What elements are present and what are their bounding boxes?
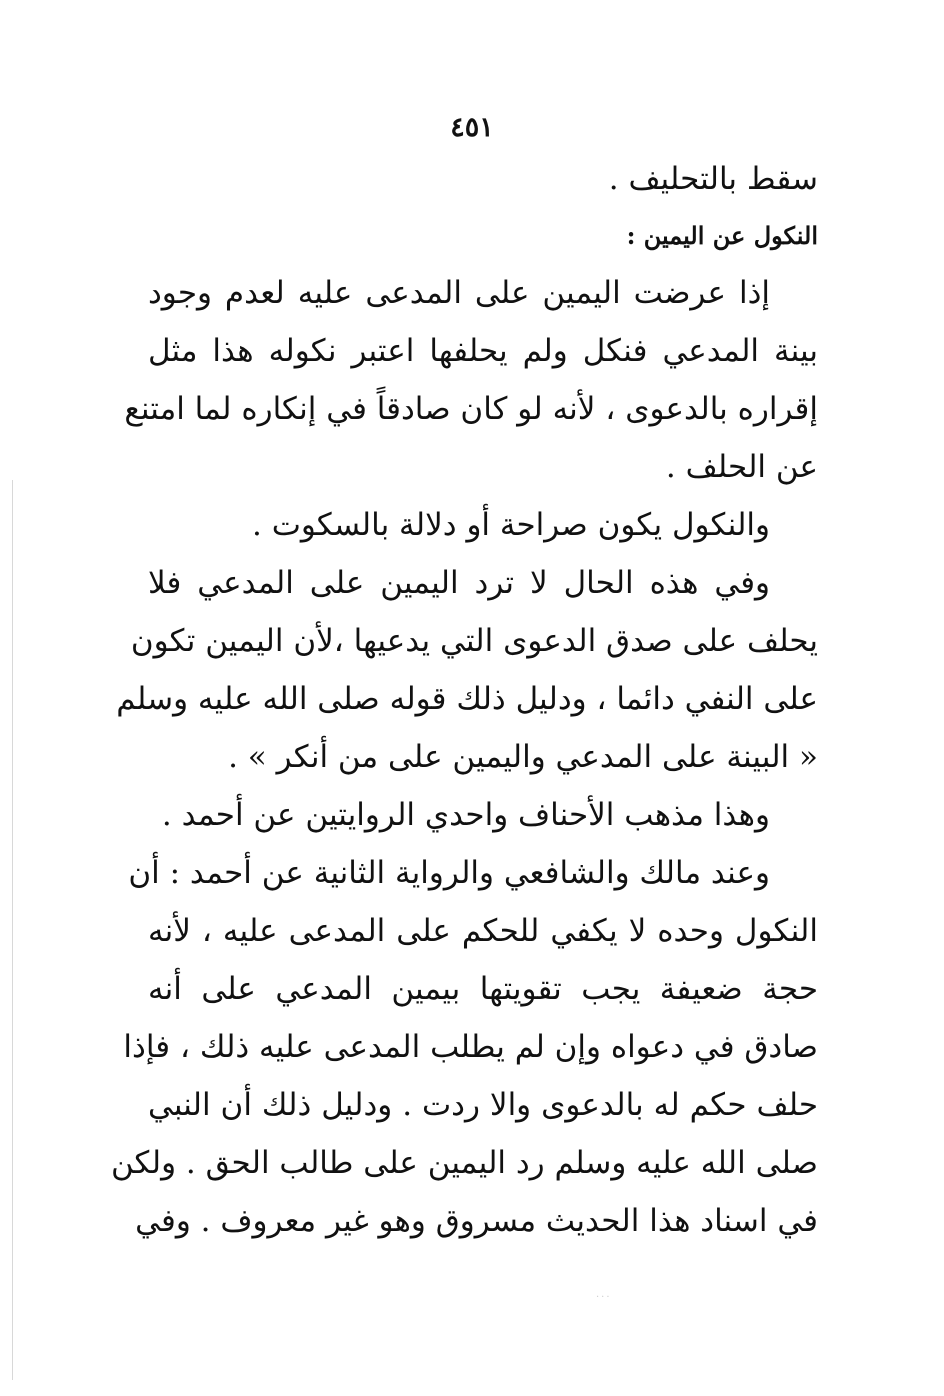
text-line: حجة ضعيفة يجب تقويتها بيمين المدعي على أنه [148, 971, 818, 1007]
text-line: صادق في دعواه وإن لم يطلب المدعى عليه ذلك ، فإذا [123, 1029, 818, 1065]
text-line: حلف حكم له بالدعوى والا ردت . ودليل ذلك أن النبي [148, 1087, 818, 1123]
page-text [110, 150, 818, 1250]
text-line: « البينة على المدعي واليمين على من أنكر » . [228, 739, 818, 775]
text-line: إقراره بالدعوى ، لأنه لو كان صادقاً في إنكاره لما امتنع [124, 391, 818, 427]
text-line: في اسناد هذا الحديث مسروق وهو غير معروف . وفي [135, 1203, 818, 1239]
text-line: وفي هذه الحال لا ترد اليمين على المدعي فلا [148, 565, 770, 601]
text-line: والنكول يكون صراحة أو دلالة بالسكوت . [252, 507, 770, 543]
text-line: صلى الله عليه وسلم رد اليمين على طالب الحق . ولكن [110, 1145, 818, 1181]
text-line: سقط بالتحليف . [608, 161, 818, 197]
page-edge-shadow [12, 480, 13, 1380]
text-line: النكول وحده لا يكفي للحكم على المدعى عليه ، لأنه [148, 913, 818, 949]
scan-speck: ··· [596, 1292, 612, 1303]
text-line: وعند مالك والشافعي والرواية الثانية عن أحمد : أن [128, 855, 770, 891]
text-line: يحلف على صدق الدعوى التي يدعيها ،لأن اليمين تكون [130, 623, 818, 659]
page-number: ٤٥١ [450, 112, 494, 143]
text-line: على النفي دائما ، ودليل ذلك قوله صلى الله عليه وسلم [116, 681, 818, 717]
text-line: عن الحلف . [665, 449, 818, 485]
text-line: وهذا مذهب الأحناف واحدي الروايتين عن أحمد . [161, 797, 770, 833]
section-heading: النكول عن اليمين : [626, 221, 818, 250]
text-line: إذا عرضت اليمين على المدعى عليه لعدم وجود [148, 275, 770, 311]
text-line: بينة المدعي فنكل ولم يحلفها اعتبر نكوله هذا مثل [148, 333, 818, 369]
